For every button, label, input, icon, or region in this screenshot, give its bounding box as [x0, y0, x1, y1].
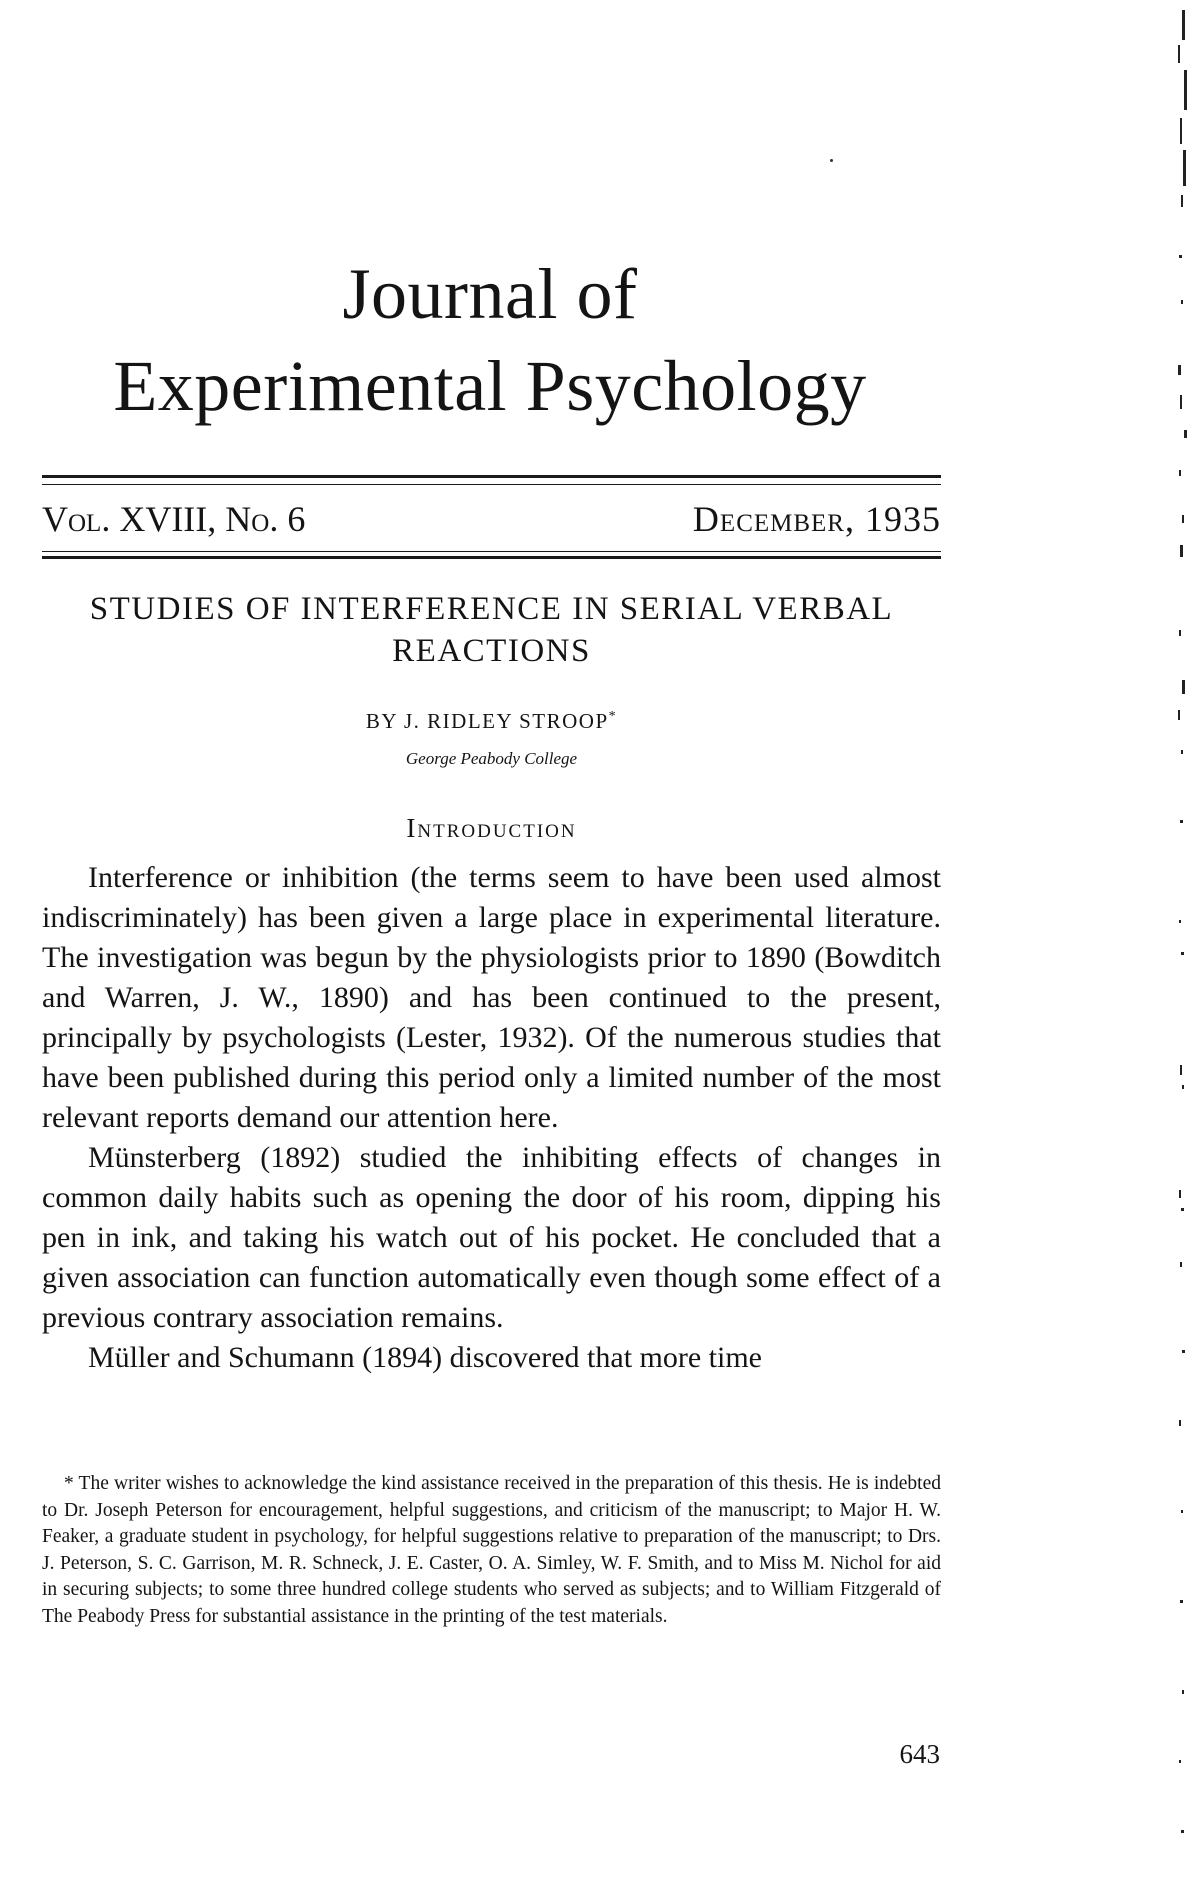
- journal-title-line-2: Experimental Psychology: [113, 346, 867, 426]
- footnote-marker: *: [608, 709, 618, 724]
- byline: [42, 702, 941, 736]
- section-heading: Introduction: [406, 813, 577, 843]
- masthead: [42, 494, 941, 544]
- article-title: STUDIES OF INTERFERENCE IN SERIAL VERBAL REACTIONS: [89, 591, 894, 669]
- scan-speck: [830, 159, 833, 162]
- body-paragraph: Müller and Schumann (1894) discovered that more time: [88, 1341, 762, 1374]
- footnote: * The writer wishes to acknowledge the kind assistance received in the preparation of this thesis. He is indebted to Dr. Joseph Peterson for encouragement, helpful suggestions, and criticism of the manuscript; to Major H. W. Feaker, a graduate student in psychology, for helpful suggestions relative to preparation of the manuscript; to Drs. J. Peterson, S. C. Garrison, M. R. Schneck, J. E. Caster, O. A. Simley, W. F. Smith, and to Miss M. Nichol for aid in securing subjects; to some three hundred college students who served as subjects; and to William Fitzgerald of The Peabody Press for substantial assistance in the printing of the test materials.: [42, 1473, 941, 1627]
- article-body: [42, 858, 941, 1378]
- author-affiliation: George Peabody College: [405, 749, 578, 768]
- scan-edge-graphic: [1160, 0, 1200, 1901]
- masthead-rule-top-thin: [42, 484, 941, 485]
- body-paragraph: Münsterberg (1892) studied the inhibiting effects of changes in common daily habits such as opening the door of his room, dipping his pen in ink, and taking his watch out of his pocket. He concluded that a given association can function automatically even though some effect of a previous contrary association remains.: [42, 1141, 941, 1334]
- journal-title-line-1: Journal of: [342, 254, 638, 334]
- author-name: BY J. RIDLEY STROOP: [365, 709, 609, 733]
- issue-date: December, 1935: [692, 499, 941, 539]
- volume-issue: Vol. XVIII, No. 6: [42, 499, 306, 539]
- masthead-rule-top-thick: [42, 475, 941, 478]
- scan-edge-noise: [1160, 0, 1200, 1901]
- body-paragraph: Interference or inhibition (the terms seem to have been used almost indiscriminately) has been given a large place in experimental literature. The investigation was begun by the physiologists prior to 1890 (Bowditch and Warren, J. W., 1890) and has been continued to the present, principally by psychologists (Lester, 1932). Of the numerous studies that have been published during this period only a limited number of the most relevant reports demand our attention here.: [42, 861, 941, 1134]
- masthead-rule-bottom-thick: [42, 556, 941, 559]
- page-number: 643: [899, 1739, 940, 1769]
- masthead-rule-bottom-thin: [42, 551, 941, 552]
